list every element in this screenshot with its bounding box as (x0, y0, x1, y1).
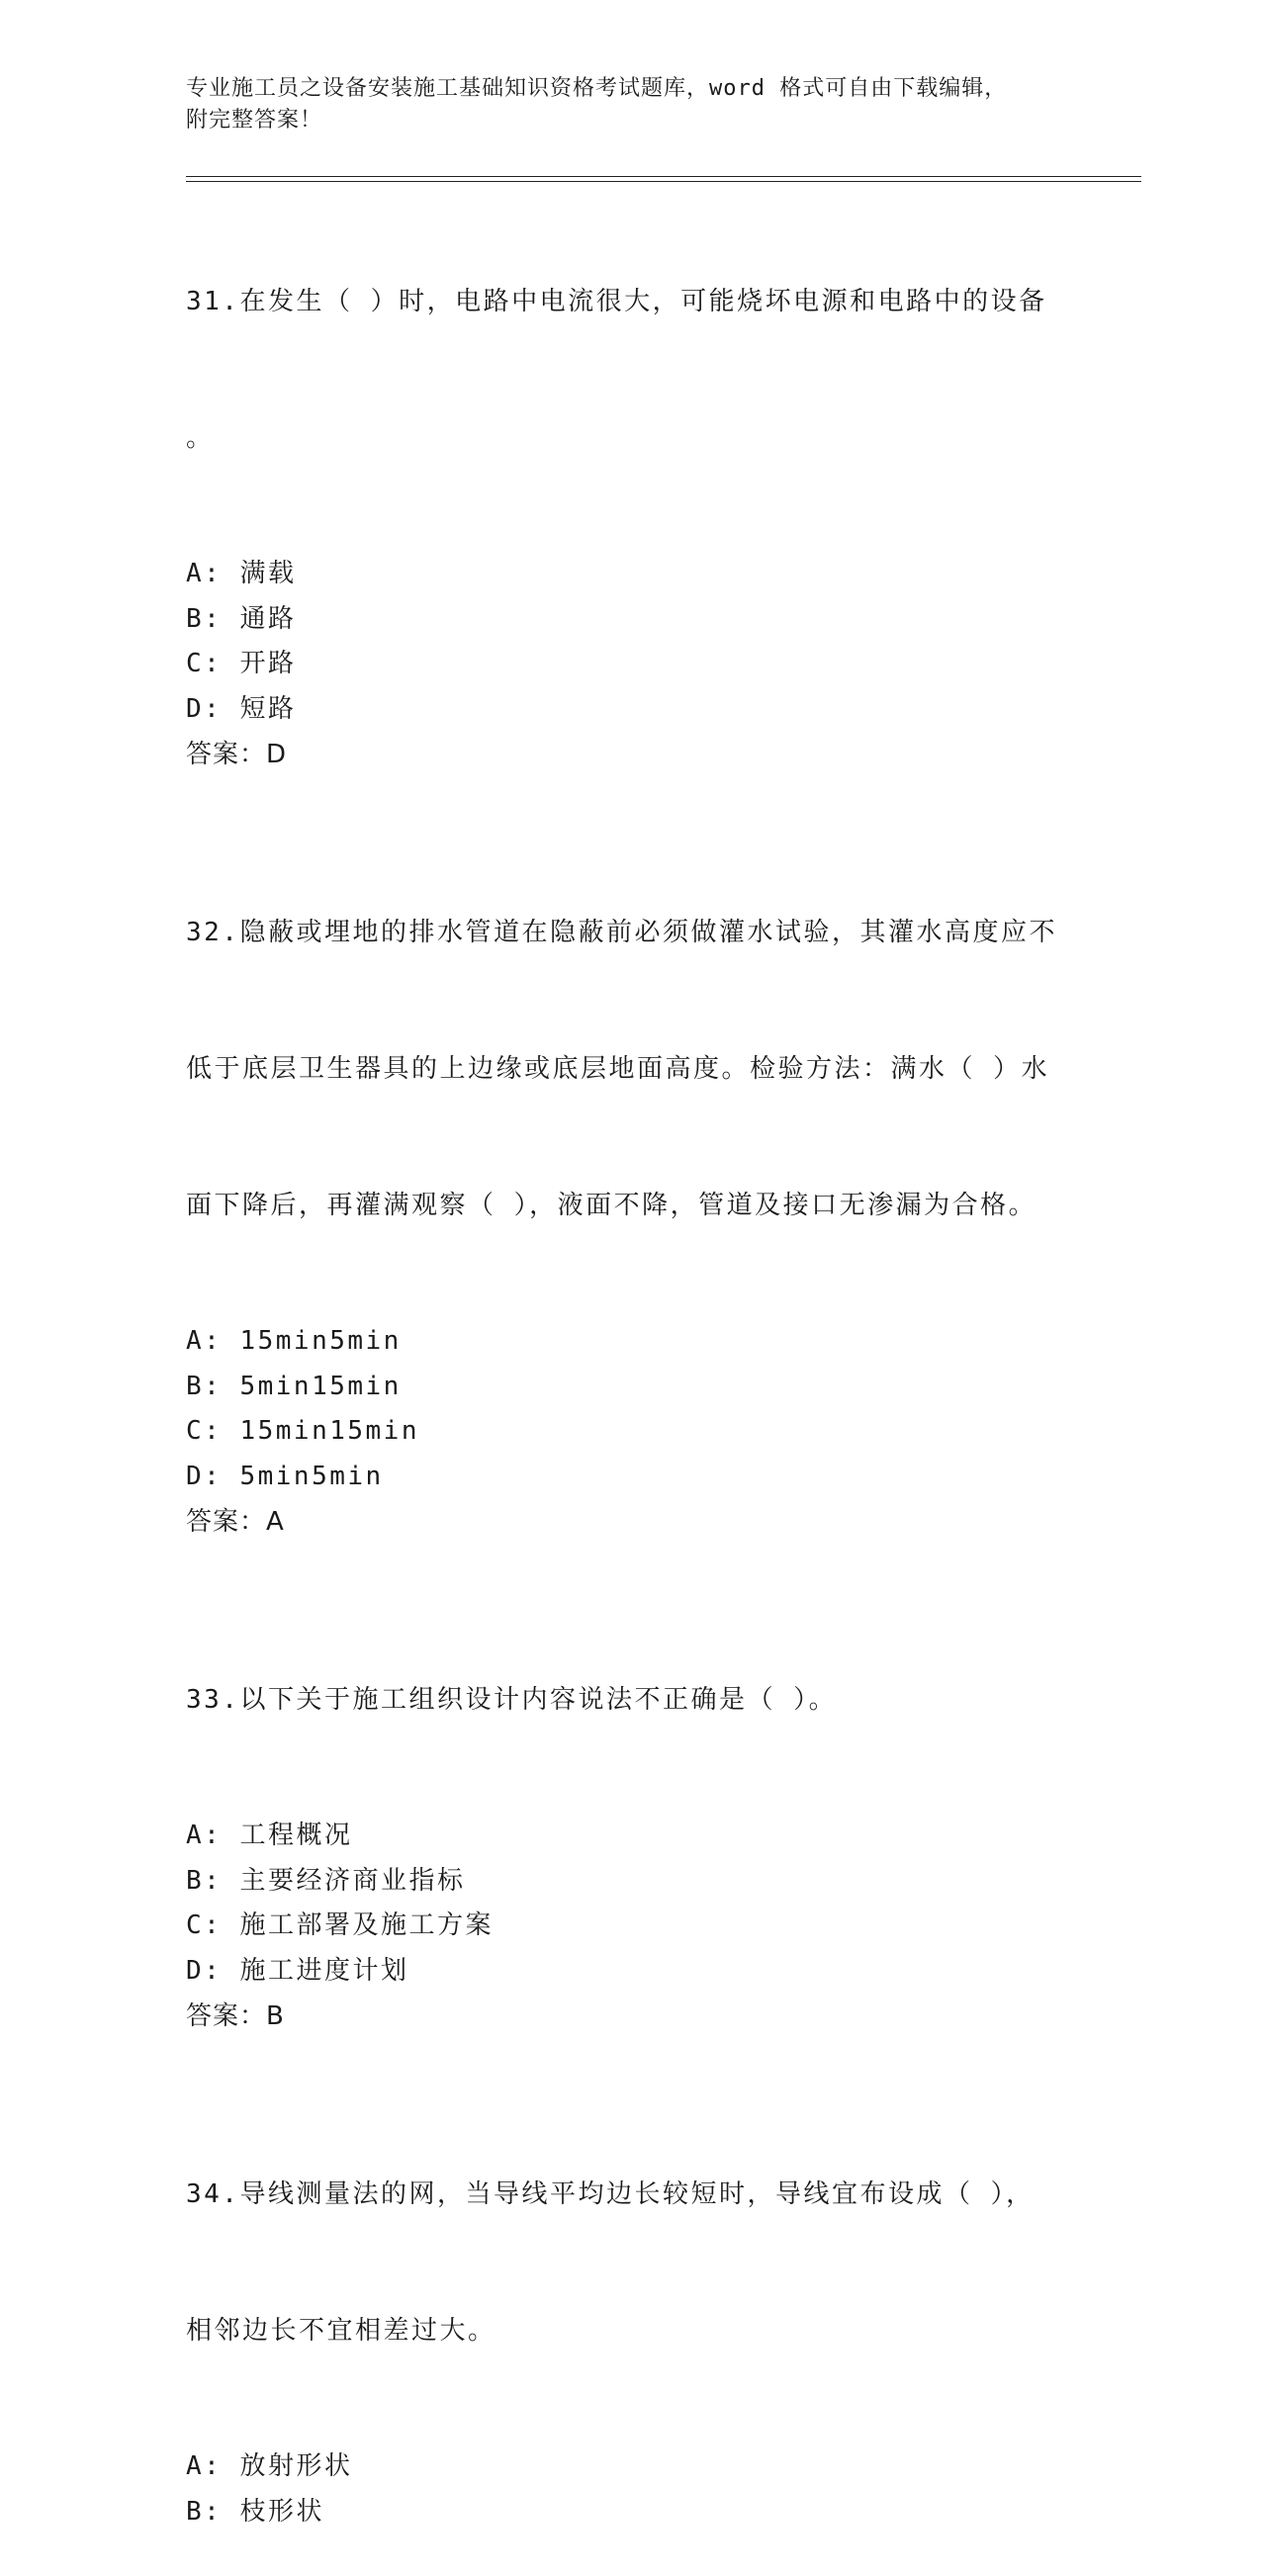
question-stem (186, 188, 1076, 552)
header-divider-bottom (186, 181, 1141, 182)
stem-line: 面下降后，再灌满观察（ ），液面不降，管道及接口无渗漏为合格。 (186, 1191, 1037, 1220)
question-31 (186, 188, 1076, 777)
question-list (186, 188, 1076, 2576)
stem-line: 33.以下关于施工组织设计内容说法不正确是（ ）。 (186, 1685, 838, 1715)
option-d: D: 5min5min (186, 1461, 384, 1491)
option-c: C: 施工部署及施工方案 (186, 1910, 494, 1940)
document-header (186, 73, 1076, 136)
header-line-1: 专业施工员之设备安装施工基础知识资格考试题库，word 格式可自由下载编辑， (186, 76, 1008, 101)
option-b: B: 枝形状 (186, 2496, 324, 2527)
option-b: B: 主要经济商业指标 (186, 1865, 466, 1896)
option-a: A: 满载 (186, 559, 297, 588)
header-divider-top (186, 176, 1141, 177)
stem-line: 低于底层卫生器具的上边缘或底层地面高度。检验方法：满水（ ）水 (186, 1054, 1050, 1084)
question-33 (186, 1586, 1076, 2039)
stem-line: 32.隐蔽或埋地的排水管道在隐蔽前必须做灌水试验，其灌水高度应不 (186, 918, 1057, 947)
option-b: B: 通路 (186, 603, 297, 634)
question-stem (186, 819, 1076, 1319)
header-line-2: 附完整答案！ (186, 108, 323, 133)
stem-line: 。 (186, 423, 215, 453)
question-stem (186, 1586, 1076, 1814)
stem-line: 34.导线测量法的网，当导线平均边长较短时，导线宜布设成（ ）， (186, 2179, 1035, 2209)
option-d: D: 施工进度计划 (186, 1955, 409, 1986)
option-a: A: 15min5min (186, 1326, 402, 1356)
option-a: A: 放射形状 (186, 2451, 353, 2481)
option-b: B: 5min15min (186, 1371, 402, 1401)
stem-line: 相邻边长不宜相差过大。 (186, 2316, 496, 2346)
question-32 (186, 819, 1076, 1545)
option-a: A: 工程概况 (186, 1821, 353, 1850)
answer: 答案：B (186, 2001, 285, 2031)
answer: 答案：D (186, 740, 288, 769)
option-d: D: 短路 (186, 693, 297, 724)
answer: 答案：A (186, 1507, 285, 1537)
question-34 (186, 2081, 1076, 2534)
option-c: C: 15min15min (186, 1416, 419, 1446)
stem-line: 31.在发生（ ）时，电路中电流很大，可能烧坏电源和电路中的设备 (186, 287, 1047, 316)
question-stem (186, 2081, 1076, 2444)
option-c: C: 开路 (186, 649, 297, 678)
